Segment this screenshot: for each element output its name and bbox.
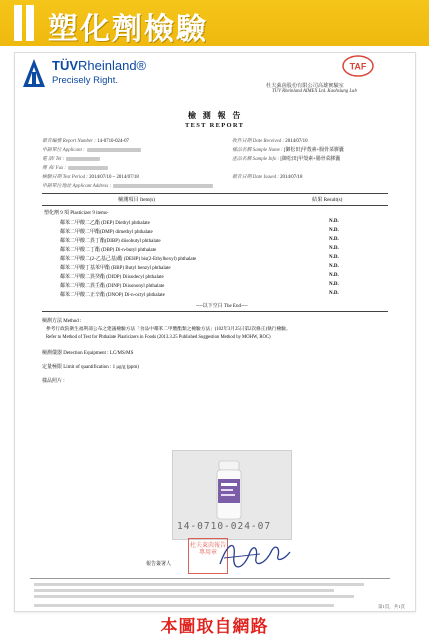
footer-rule <box>30 578 390 579</box>
date-issued: 報告日期 Date Issued : 2014/07/18 <box>232 175 303 180</box>
table-row: 鄰苯二甲酸丁基苯甲酯 (BBP) Butyl benzyl phthalate <box>60 266 171 271</box>
table-group-label: 塑化劑 9 項 Plasticizer 9 items- <box>44 211 109 216</box>
table-row: 鄰苯二甲酸二異壬酯 (DINP) Diisononyl phthalate <box>60 284 165 289</box>
report-number: 報告編號 Report Number : 14-0710-024-07 <box>42 139 129 144</box>
taf-accreditation-logo-icon <box>342 55 374 77</box>
detection-equipment: 檢測儀器 Detection Equipment : LC/MS/MS <box>42 351 134 356</box>
applicant-address: 申請單位地址 Applicant Address : <box>42 182 213 189</box>
banner-stripe <box>26 5 34 41</box>
banner-stripe <box>14 5 22 41</box>
footer-fineprint <box>34 595 354 598</box>
taf-label: TAF <box>349 61 367 72</box>
table-rule <box>42 311 388 312</box>
sample-photo-code: 14-0710-024-07 <box>177 521 272 532</box>
image-caption: 本圖取自網路 <box>160 617 269 637</box>
table-row-result: N.D. <box>329 282 339 287</box>
table-rule <box>42 193 388 194</box>
table-rule <box>42 205 388 206</box>
table-row: 鄰苯二甲酸二異癸酯 (DIDP) Diisodecyl phthalate <box>60 275 164 280</box>
tuv-triangle-logo-icon <box>22 58 46 88</box>
tel: 電 話/ Tel : <box>42 155 100 162</box>
table-row: 鄰苯二甲酸二甲酯(DMP) dimethyl phthalate <box>60 230 153 235</box>
date-received: 收件日期 Date Received : 2014/07/10 <box>232 139 308 144</box>
report-title-cn: 檢 測 報 告 <box>188 110 243 120</box>
banner-title: 塑化劑檢驗 <box>48 12 208 47</box>
report-title-en: TEST REPORT <box>185 122 245 129</box>
signer-label: 報告簽署人 <box>146 562 172 567</box>
table-row-result: N.D. <box>329 237 339 242</box>
sample-bottle-icon <box>215 459 243 521</box>
sample-info: 產品名稱 Sample Info : [御松田]甲殼素+腸骨菜膠囊 <box>232 157 341 162</box>
method-description-en: Refer to Method of Test for Phthalate Plasticizers in Foods (2013.3.25 Published Suggestion Method by MOHW, ROC) <box>46 335 271 340</box>
handwritten-signature-icon <box>214 534 294 574</box>
sample-photo <box>172 450 292 540</box>
table-row-result: N.D. <box>329 264 339 269</box>
column-header-item: 檢測項目 Item(s) <box>118 197 156 203</box>
sample-name: 樣品名稱 Sample Name : [御松田]甲殼素+腸骨菜膠囊 <box>232 148 344 153</box>
test-period: 檢驗日期 Test Period : 2014/07/10 ~ 2014/07/18 <box>42 175 139 180</box>
footer-fineprint <box>34 583 364 586</box>
table-row: 鄰苯二甲酸二丁酯 (DBP) Di-n-butyl phthalate <box>60 248 157 253</box>
title-banner <box>0 0 429 46</box>
table-row-result: N.D. <box>329 255 339 260</box>
column-header-result: 結果 Result(s) <box>312 197 343 203</box>
fax: 傳 真/ Fax : <box>42 164 108 171</box>
table-row-result: N.D. <box>329 291 339 296</box>
sample-photo-label: 樣品照片 : <box>42 379 65 384</box>
official-stamp: 杜夫萊茵報告專用章 <box>188 538 228 574</box>
tuv-tagline: Precisely Right. <box>52 75 118 86</box>
tuv-brand: TÜVRheinland® <box>52 58 147 73</box>
limit-of-quantification: 定量極限 Limit of quantification : 1 μg/g (ppm) <box>42 365 139 370</box>
page-number: 第1頁，共1頁 <box>378 604 405 609</box>
applicant: 申請單位 Applicant : <box>42 146 141 153</box>
table-row: 鄰苯二甲酸二異丁酯(DIBP) diisobutyl phthalate <box>60 239 161 244</box>
lab-name-cn: 杜夫萊茵股份有限公司高雄實驗室 <box>266 83 344 89</box>
lab-name-en: TÜV Rheinland AIMEX Ltd. Kaohsiung Lab <box>272 89 357 94</box>
method-description-cn: 參考行政院衛生福利部公布之建議檢驗方法「食品中鄰苯二甲酸酯類之檢驗方法」(102年3月25日第2次修正)執行檢驗。 <box>46 327 291 332</box>
table-row: 鄰苯二甲酸二(2-乙基己基)酯 (DEHP) bis(2-Ethylhexyl) phthalate <box>60 257 197 262</box>
footer-fineprint <box>34 589 334 592</box>
table-end-note: ----以下空白 The End---- <box>196 304 248 309</box>
method-label: 檢測方法 Method : <box>42 319 82 324</box>
table-row: 鄰苯二甲酸二乙酯 (DEP) Diethyl phthalate <box>60 221 150 226</box>
table-row: 鄰苯二甲酸二正辛酯 (DNOP) Di-n-octyl phthalate <box>60 293 165 298</box>
table-row-result: N.D. <box>329 273 339 278</box>
footer-fineprint <box>34 604 334 607</box>
table-row-result: N.D. <box>329 246 339 251</box>
table-row-result: N.D. <box>329 219 339 224</box>
table-row-result: N.D. <box>329 228 339 233</box>
